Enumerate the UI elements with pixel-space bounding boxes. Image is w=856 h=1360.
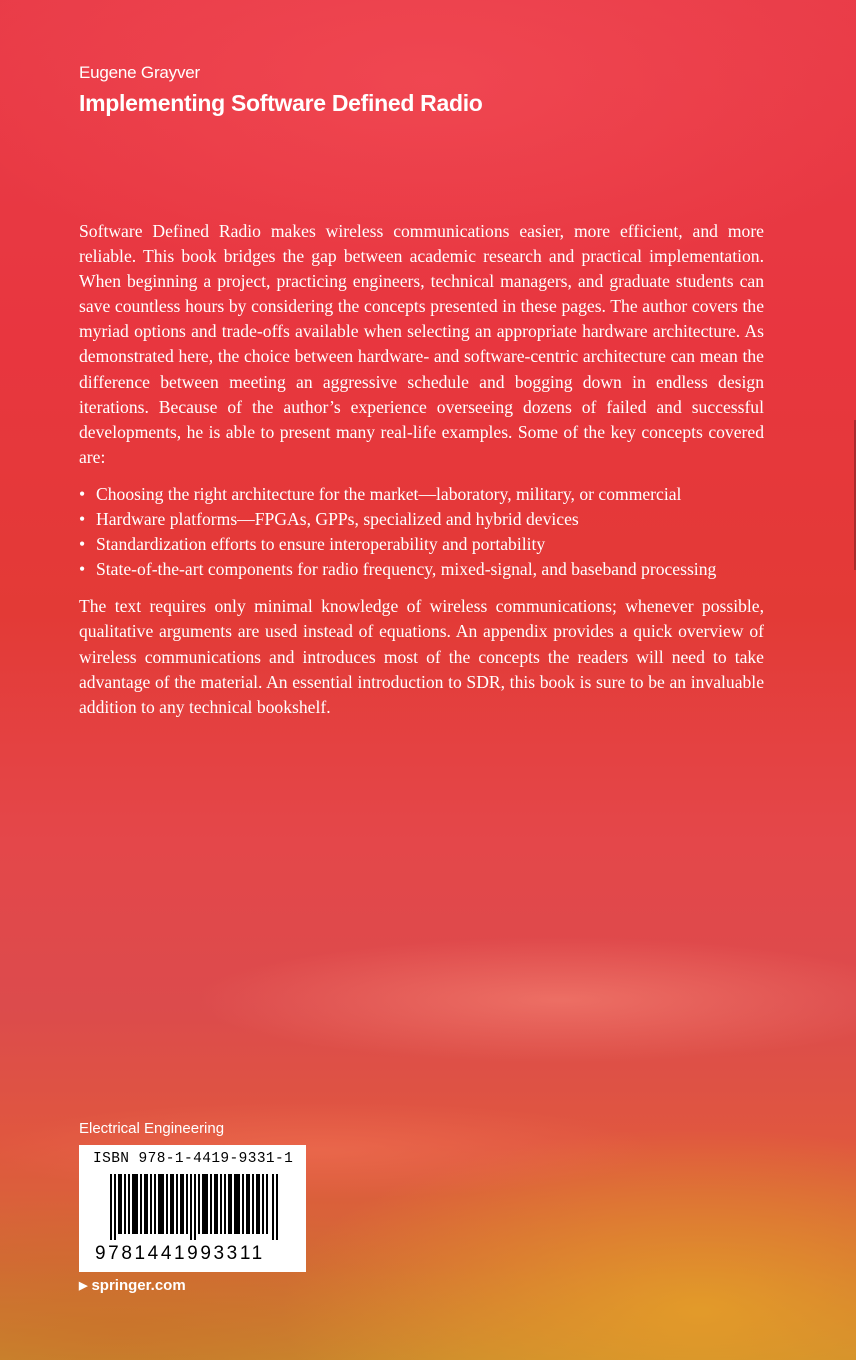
list-item: • Standardization efforts to ensure interoperability and portability (79, 532, 764, 557)
barcode-box (79, 1145, 306, 1272)
bullet-icon: • (79, 509, 86, 530)
bullet-icon: • (79, 483, 86, 504)
author-name: Eugene Grayver (79, 63, 200, 82)
bullet-icon: • (79, 559, 86, 580)
ean-digits: 9781441993311 (95, 1243, 265, 1264)
website-link[interactable]: springer.com (91, 1277, 186, 1294)
description-paragraph-2: The text requires only minimal knowledge of wireless communications; whenever possible, qualitative arguments are used instead of equations. An appendix provides a quick overview of wireless communications and introduces most of the concepts the readers will need to take advantage of the material. An essential introduction to SDR, this book is sure to be an invaluable addition to any technical bookshelf. (79, 596, 764, 717)
isbn-label: ISBN 978-1-4419-9331-1 (93, 1151, 294, 1167)
publisher-website[interactable] (79, 1277, 186, 1294)
book-description (79, 219, 764, 720)
subject-category: Electrical Engineering (79, 1120, 225, 1137)
arrow-icon: ▶ (79, 1280, 88, 1292)
list-item: • State-of-the-art components for radio frequency, mixed-signal, and baseband processing (79, 557, 764, 582)
book-title: Implementing Software Defined Radio (79, 90, 483, 116)
list-item: • Hardware platforms—FPGAs, GPPs, specialized and hybrid devices (79, 507, 764, 532)
bullet-icon: • (79, 534, 86, 555)
description-paragraph-1: Software Defined Radio makes wireless communications easier, more efficient, and more reliable. This book bridges the gap between academic research and practical implementation. When beginning a project, practicing engineers, technical managers, and graduate students can save countless hours by considering the concepts presented in these pages. The author covers the myriad options and trade-offs available when selecting an appropriate hardware architecture. As demonstrated here, the choice between hardware- and software-centric architecture can mean the difference between meeting an aggressive schedule and bogging down in endless design iterations. Because of the author’s experience overseeing dozens of failed and successful developments, he is able to present many real-life examples. Some of the key concepts covered are: (79, 221, 764, 467)
key-concepts-list (79, 482, 764, 582)
list-item: • Choosing the right architecture for the market—laboratory, military, or commercial (79, 482, 764, 507)
barcode-bars (110, 1174, 280, 1240)
